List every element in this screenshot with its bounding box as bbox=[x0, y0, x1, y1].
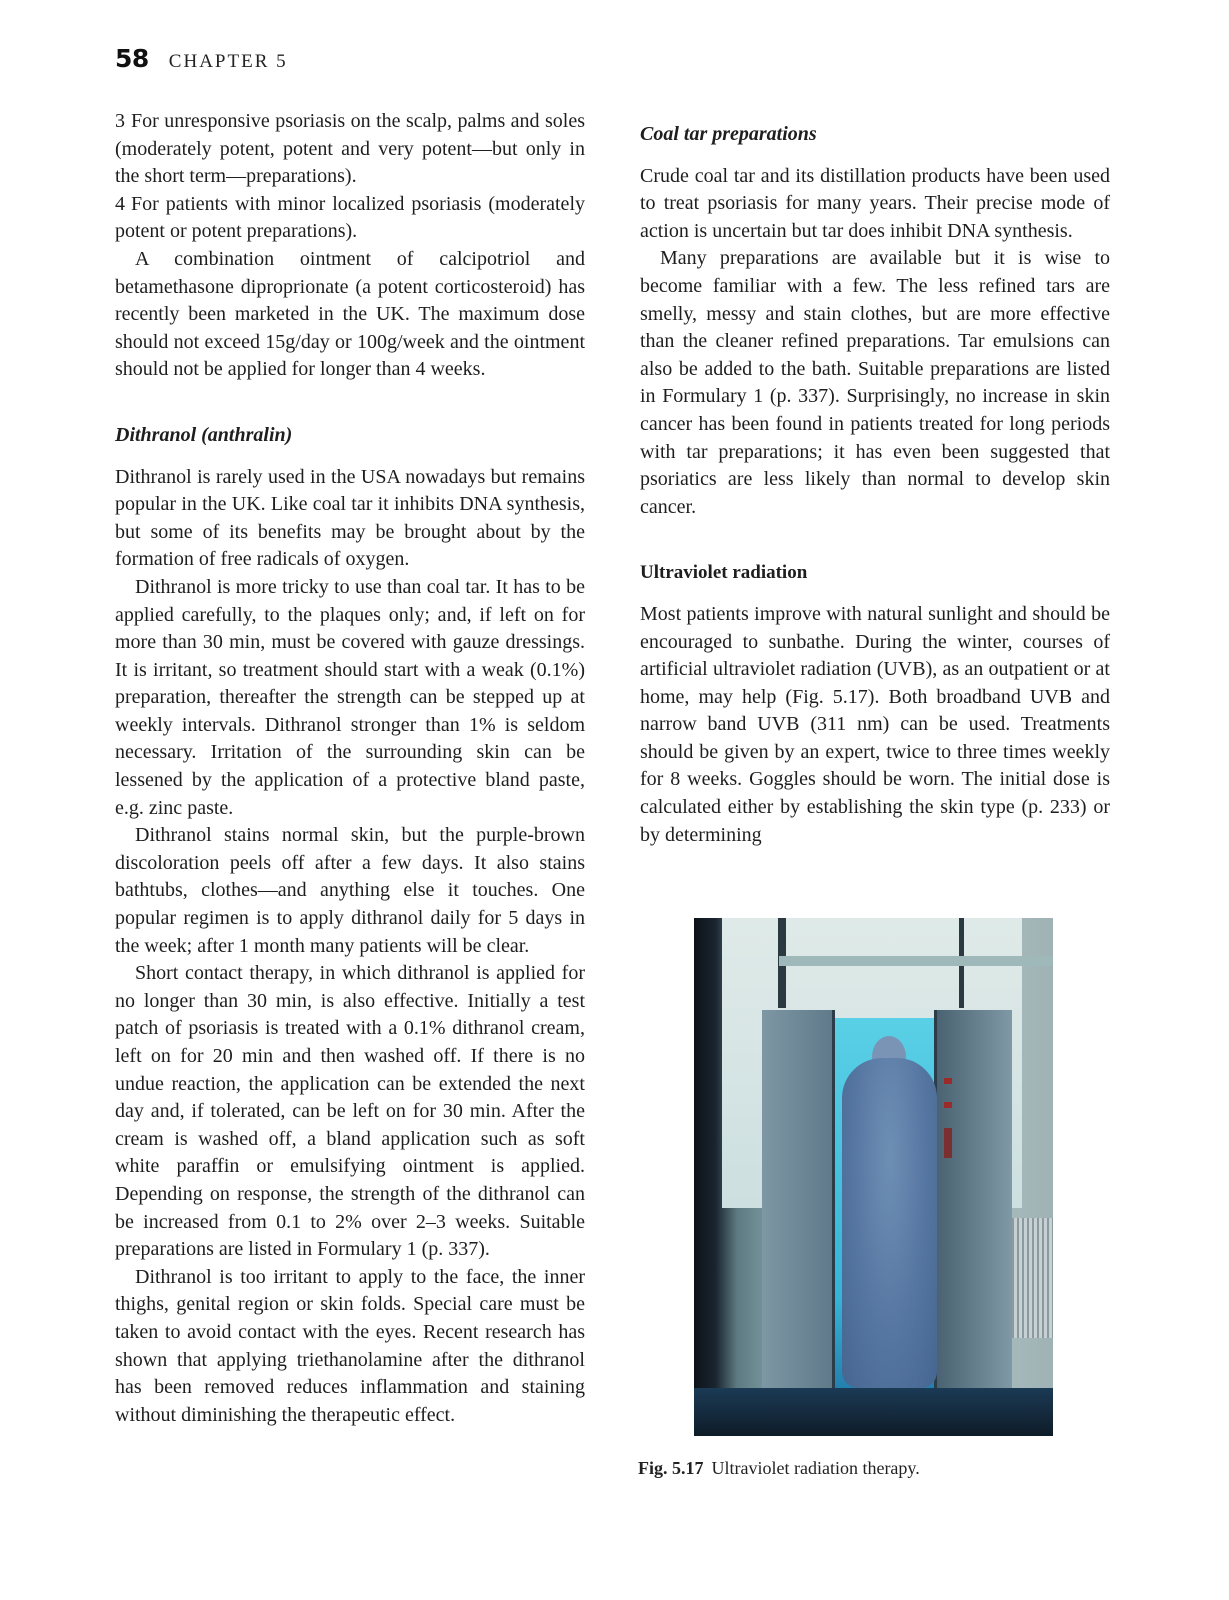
paragraph: Dithranol is too irritant to apply to the face, the inner thighs, genital region or skin folds. Special care must be taken to avoid contact with the eyes. Recent research has shown that applying triethanolamine after the dithranol has been removed reduces inflammation and staining without diminishing the therapeutic effect. bbox=[115, 1265, 585, 1426]
uv-cabinet-door-left bbox=[762, 1010, 835, 1410]
figure-uv-therapy-photo bbox=[694, 918, 1053, 1436]
left-column bbox=[115, 108, 585, 1429]
figure-caption-label: Fig. 5.17 bbox=[638, 1458, 704, 1478]
list-item bbox=[115, 108, 585, 191]
radiator bbox=[1009, 1218, 1053, 1338]
section-heading-coal-tar: Coal tar preparations bbox=[640, 123, 817, 145]
paragraph: Dithranol is rarely used in the USA nowadays but remains popular in the UK. Like coal tar it inhibits DNA synthesis, but some of its benefits may be brought about by the formation of free radicals of oxygen. bbox=[115, 465, 585, 571]
paragraph: Dithranol is more tricky to use than coal tar. It has to be applied carefully, to the plaques only; and, if left on for more than 30 min, must be covered with gauze dressings. It is irritant, so treatment should start with a weak (0.1%) preparation, thereafter the strength can be stepped up at weekly intervals. Dithranol stronger than 1% is seldom necessary. Irritation of the surrounding skin can be lessened by the application of a protective bland paste, e.g. zinc paste. bbox=[115, 575, 585, 819]
paragraph-combination-ointment: A combination ointment of calcipotriol and betamethasone diproprionate (a potent corticosteroid) has recently been marketed in the UK. The maximum dose should not exceed 15g/day or 100g/week and the ointment should not be applied for longer than 4 weeks. bbox=[115, 247, 585, 381]
chapter-label: CHAPTER 5 bbox=[168, 51, 288, 72]
paragraph: Dithranol stains normal skin, but the purple-brown discoloration peels off after a few days. It also stains bathtubs, clothes—and anything else it touches. One popular regimen is to apply dithranol daily for 5 days in the week; after 1 month many patients will be clear. bbox=[115, 824, 585, 957]
list-item-text: For patients with minor localized psoriasis (moderately potent or potent preparations). bbox=[115, 192, 585, 243]
page-number: 58 bbox=[115, 44, 149, 73]
section-heading-dithranol: Dithranol (anthralin) bbox=[115, 423, 293, 446]
figure-caption-text: Ultraviolet radiation therapy. bbox=[711, 1458, 920, 1478]
cabinet-indicator-lights bbox=[944, 1078, 952, 1158]
paragraph: Most patients improve with natural sunlight and should be encouraged to sunbathe. During the winter, courses of artificial ultraviolet radiation (UVB), as an outpatient or at home, may help (Fig. 5.17). Both broadband UVB and narrow band UVB (311 nm) can be used. Treatments should be given by an expert, twice to three times weekly for 8 weeks. Goggles should be worn. The initial dose is calculated either by establishing the skin type (p. 233) or by determining bbox=[640, 602, 1110, 846]
paragraph: Many preparations are available but it is wise to become familiar with a few. The less refined tars are smelly, messy and stain clothes, but are more effective than the cleaner refined preparations. Tar emulsions can also be added to the bath. Suitable preparations are listed in Formulary 1 (p. 337). Surprisingly, no increase in skin cancer has been found in patients treated for long periods with tar preparations; it has even been suggested that psoriatics are less likely than normal to develop skin cancer. bbox=[640, 247, 1110, 518]
patient-figure bbox=[842, 1058, 937, 1388]
paragraph: Short contact therapy, in which dithranol is applied for no longer than 30 min, is also effective. Initially a test patch of psoriasis is treated with a 0.1% dithranol cream, left on for 20 min and then washed off. If there is no undue reaction, the application can be extended the next day and, if tolerated, can be left on for 30 min. After the cream is washed off, a bland application such as soft white paraffin or emulsifying ointment is applied. Depending on response, the strength of the dithranol can be increased from 0.1 to 2% over 2–3 weeks. Suitable preparations are listed in Formulary 1 (p. 337). bbox=[115, 962, 585, 1261]
floor bbox=[694, 1388, 1053, 1436]
paragraph: Crude coal tar and its distillation products have been used to treat psoriasis for many years. Their precise mode of action is uncertain but tar does inhibit DNA synthesis. bbox=[640, 164, 1110, 242]
right-column bbox=[640, 121, 1110, 849]
list-item-number: 3 bbox=[115, 110, 125, 132]
list-item-text: For unresponsive psoriasis on the scalp, palms and soles (moderately potent, potent and very potent—but only in the short term—preparations). bbox=[115, 110, 585, 188]
section-heading-ultraviolet: Ultraviolet radiation bbox=[640, 562, 808, 584]
list-item bbox=[115, 191, 585, 246]
running-head bbox=[115, 44, 288, 80]
figure-caption bbox=[638, 1458, 920, 1479]
uv-cabinet-door-right bbox=[934, 1010, 1012, 1410]
list-item-number: 4 bbox=[115, 192, 125, 215]
